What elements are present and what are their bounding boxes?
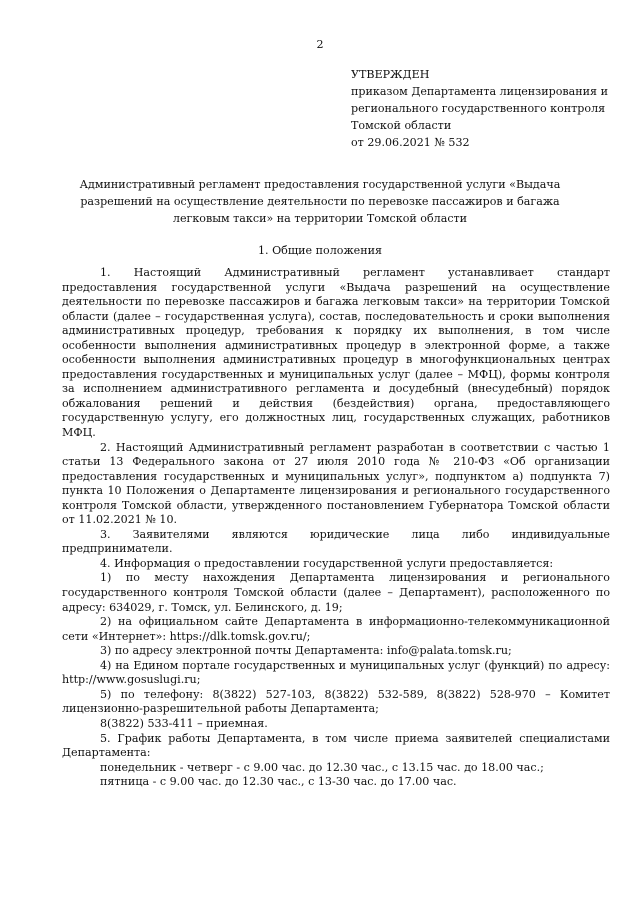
approval-order-date: от 29.06.2021 № 532 bbox=[351, 136, 470, 149]
info-item-4: 4) на Едином портале государственных и муниципальных услуг (функций) по адресу: http://www.gosuslugi.ru; bbox=[62, 658, 610, 687]
document-body bbox=[62, 266, 610, 790]
paragraph-2: 2. Настоящий Административный регламент разработан в соответствии с частью 1 статьи 13 Федерального закона от 27 июля 2010 года № 210-ФЗ «Об организации предоставления государственных и муниципальных услуг», подпунктом а) подпункта 7) пункта 10 Положения о Департаменте лицензирования и регионального государственного контроля Томской области, утвержденного постановлением Губернатора Томской области от 11.02.2021 № 10. bbox=[62, 440, 610, 527]
document-title: Административный регламент предоставления государственной услуги «Выдача разрешений на осуществление деятельности по перевозке пассажиров и багажа легковым такси» на территории Томской области bbox=[79, 178, 561, 225]
info-item-3: 3) по адресу электронной почты Департамента: info@palata.tomsk.ru; bbox=[100, 644, 512, 658]
info-item-2: 2) на официальном сайте Департамента в информационно-телекоммуникационной сети «Интернет»: https://dlk.tomsk.gov.ru/; bbox=[62, 615, 610, 643]
approval-heading: УТВЕРЖДЕН bbox=[351, 68, 430, 81]
info-item-5: 5) по телефону: 8(3822) 527-103, 8(3822) 532-589, 8(3822) 528-970 – Комитет лицензионно-разрешительной работы Департамента; bbox=[62, 687, 610, 716]
paragraph-3: 3. Заявителями являются юридические лица либо индивидуальные предприниматели. bbox=[62, 527, 610, 556]
schedule-fri: пятница - с 9.00 час. до 12.30 час., с 13-30 час. до 17.00 час. bbox=[100, 775, 457, 789]
section-title: 1. Общие положения bbox=[257, 244, 383, 257]
paragraph-5: 5. График работы Департамента, в том числе приема заявителей специалистами Департамента: bbox=[62, 731, 610, 760]
info-item-5-reception: 8(3822) 533-411 – приемная. bbox=[100, 716, 268, 730]
paragraph-4: 4. Информация о предоставлении государственной услуги предоставляется: bbox=[100, 556, 554, 570]
page-number: 2 bbox=[316, 38, 324, 51]
schedule-mon-thu: понедельник - четверг - с 9.00 час. до 12.30 час., с 13.15 час. до 18.00 час.; bbox=[100, 760, 544, 774]
approval-block bbox=[351, 66, 621, 151]
paragraph-1: 1. Настоящий Административный регламент устанавливает стандарт предоставления государственной услуги «Выдача разрешений на осуществление деятельности по перевозке пассажиров и багажа легковым такси» на территории Томской области (далее – государственная услуга), состав, последовательность и сроки выполнения административных процедур, требования к порядку их выполнения, в том числе особенности выполнения административных процедур в электронной форме, а также особенности выполнения административных процедур в многофункциональных центрах предоставления государственных и муниципальных услуг (далее – МФЦ), формы контроля за исполнением административного регламента и досудебный (внесудебный) порядок обжалования решений и действия (бездействия) органа, предоставляющего государственную услугу, его должностных лиц, государственных служащих, работников МФЦ. bbox=[62, 266, 610, 440]
info-item-1: 1) по месту нахождения Департамента лицензирования и регионального государственного контроля Томской области (далее – Департамент), расположенного по адресу: 634029, г. Томск, ул. Белинского, д. 19; bbox=[62, 571, 610, 614]
approval-order-text: приказом Департамента лицензирования и регионального государственного контроля Томской области bbox=[351, 85, 608, 132]
